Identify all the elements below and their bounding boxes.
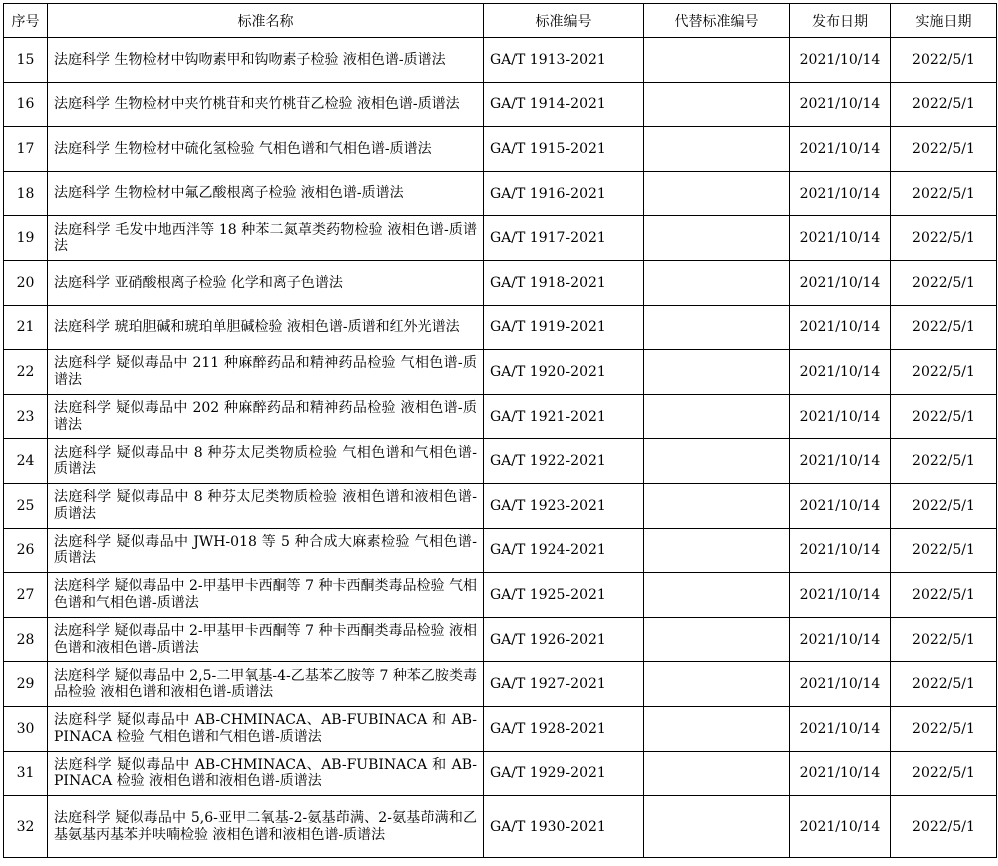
- table-row: [4, 38, 997, 83]
- row-replaced-code: [644, 483, 790, 528]
- row-publish-date: 2021/10/14: [790, 127, 891, 172]
- row-serial: 19: [4, 216, 48, 261]
- row-replaced-code: [644, 573, 790, 618]
- row-effective-date: 2022/5/1: [891, 706, 997, 751]
- row-effective-date: 2022/5/1: [891, 662, 997, 707]
- table-row: [4, 573, 997, 618]
- row-effective-date: 2022/5/1: [891, 394, 997, 439]
- row-publish-date: 2021/10/14: [790, 38, 891, 83]
- row-publish-date: 2021/10/14: [790, 82, 891, 127]
- row-standard-name: 法庭科学 亚硝酸根离子检验 化学和离子色谱法: [48, 260, 484, 305]
- row-replaced-code: [644, 216, 790, 261]
- table-row: [4, 528, 997, 573]
- row-standard-code: GA/T 1916-2021: [484, 171, 644, 216]
- row-replaced-code: [644, 796, 790, 858]
- row-serial: 15: [4, 38, 48, 83]
- row-standard-code: GA/T 1920-2021: [484, 350, 644, 395]
- row-standard-name: 法庭科学 疑似毒品中 JWH-018 等 5 种合成大麻素检验 气相色谱-质谱法: [48, 528, 484, 573]
- row-replaced-code: [644, 662, 790, 707]
- table-row: [4, 216, 997, 261]
- row-standard-name: 法庭科学 疑似毒品中 211 种麻醉药品和精神药品检验 气相色谱-质谱法: [48, 350, 484, 395]
- row-effective-date: 2022/5/1: [891, 350, 997, 395]
- row-replaced-code: [644, 528, 790, 573]
- row-effective-date: 2022/5/1: [891, 38, 997, 83]
- row-replaced-code: [644, 350, 790, 395]
- row-publish-date: 2021/10/14: [790, 796, 891, 858]
- table-row: [4, 394, 997, 439]
- row-publish-date: 2021/10/14: [790, 662, 891, 707]
- table-row: [4, 127, 997, 172]
- row-publish-date: 2021/10/14: [790, 260, 891, 305]
- row-standard-name: 法庭科学 疑似毒品中 8 种芬太尼类物质检验 气相色谱和气相色谱-质谱法: [48, 439, 484, 484]
- row-serial: 21: [4, 305, 48, 350]
- row-effective-date: 2022/5/1: [891, 751, 997, 796]
- table-row: [4, 171, 997, 216]
- row-standard-code: GA/T 1914-2021: [484, 82, 644, 127]
- row-publish-date: 2021/10/14: [790, 394, 891, 439]
- row-standard-name: 法庭科学 疑似毒品中 2-甲基甲卡西酮等 7 种卡西酮类毒品检验 液相色谱和液相色谱-质谱法: [48, 617, 484, 662]
- header-standard-code: 标准编号: [484, 4, 644, 38]
- row-standard-name: 法庭科学 疑似毒品中 AB-CHMINACA、AB-FUBINACA 和 AB-PINACA 检验 液相色谱和液相色谱-质谱法: [48, 751, 484, 796]
- row-standard-name: 法庭科学 疑似毒品中 5,6-亚甲二氧基-2-氨基茚满、2-氨基茚满和乙基氨基丙基苯并呋喃检验 液相色谱和液相色谱-质谱法: [48, 796, 484, 858]
- row-publish-date: 2021/10/14: [790, 483, 891, 528]
- row-replaced-code: [644, 127, 790, 172]
- row-serial: 27: [4, 573, 48, 618]
- row-effective-date: 2022/5/1: [891, 260, 997, 305]
- row-standard-name: 法庭科学 生物检材中硫化氢检验 气相色谱和气相色谱-质谱法: [48, 127, 484, 172]
- table-row: [4, 662, 997, 707]
- row-standard-name: 法庭科学 生物检材中钩吻素甲和钩吻素子检验 液相色谱-质谱法: [48, 38, 484, 83]
- header-serial: 序号: [4, 4, 48, 38]
- row-serial: 20: [4, 260, 48, 305]
- row-standard-name: 法庭科学 疑似毒品中 AB-CHMINACA、AB-FUBINACA 和 AB-PINACA 检验 气相色谱和气相色谱-质谱法: [48, 706, 484, 751]
- row-standard-name: 法庭科学 生物检材中氟乙酸根离子检验 液相色谱-质谱法: [48, 171, 484, 216]
- row-effective-date: 2022/5/1: [891, 305, 997, 350]
- row-standard-code: GA/T 1925-2021: [484, 573, 644, 618]
- row-effective-date: 2022/5/1: [891, 573, 997, 618]
- header-effective-date: 实施日期: [891, 4, 997, 38]
- row-replaced-code: [644, 305, 790, 350]
- row-effective-date: 2022/5/1: [891, 617, 997, 662]
- row-publish-date: 2021/10/14: [790, 706, 891, 751]
- table-row: [4, 305, 997, 350]
- row-publish-date: 2021/10/14: [790, 751, 891, 796]
- row-standard-code: GA/T 1919-2021: [484, 305, 644, 350]
- row-standard-code: GA/T 1917-2021: [484, 216, 644, 261]
- row-standard-name: 法庭科学 琥珀胆碱和琥珀单胆碱检验 液相色谱-质谱和红外光谱法: [48, 305, 484, 350]
- row-standard-code: GA/T 1928-2021: [484, 706, 644, 751]
- row-effective-date: 2022/5/1: [891, 171, 997, 216]
- row-effective-date: 2022/5/1: [891, 483, 997, 528]
- header-replaced-code: 代替标准编号: [644, 4, 790, 38]
- row-standard-code: GA/T 1923-2021: [484, 483, 644, 528]
- row-effective-date: 2022/5/1: [891, 216, 997, 261]
- row-effective-date: 2022/5/1: [891, 439, 997, 484]
- row-replaced-code: [644, 82, 790, 127]
- row-replaced-code: [644, 706, 790, 751]
- row-replaced-code: [644, 38, 790, 83]
- row-standard-name: 法庭科学 毛发中地西泮等 18 种苯二氮䓬类药物检验 液相色谱-质谱法: [48, 216, 484, 261]
- row-serial: 28: [4, 617, 48, 662]
- row-standard-code: GA/T 1929-2021: [484, 751, 644, 796]
- row-effective-date: 2022/5/1: [891, 796, 997, 858]
- row-standard-code: GA/T 1926-2021: [484, 617, 644, 662]
- row-standard-name: 法庭科学 疑似毒品中 202 种麻醉药品和精神药品检验 液相色谱-质谱法: [48, 394, 484, 439]
- header-row: [4, 4, 997, 38]
- standards-table: [3, 3, 997, 858]
- table-row: [4, 260, 997, 305]
- table-row: [4, 483, 997, 528]
- header-publish-date: 发布日期: [790, 4, 891, 38]
- table-body: [4, 38, 997, 858]
- row-serial: 23: [4, 394, 48, 439]
- row-serial: 24: [4, 439, 48, 484]
- row-publish-date: 2021/10/14: [790, 216, 891, 261]
- row-effective-date: 2022/5/1: [891, 127, 997, 172]
- row-replaced-code: [644, 751, 790, 796]
- row-serial: 30: [4, 706, 48, 751]
- row-effective-date: 2022/5/1: [891, 528, 997, 573]
- row-publish-date: 2021/10/14: [790, 350, 891, 395]
- row-publish-date: 2021/10/14: [790, 439, 891, 484]
- row-standard-name: 法庭科学 疑似毒品中 2-甲基甲卡西酮等 7 种卡西酮类毒品检验 气相色谱和气相色谱-质谱法: [48, 573, 484, 618]
- row-effective-date: 2022/5/1: [891, 82, 997, 127]
- table-row: [4, 439, 997, 484]
- row-standard-code: GA/T 1922-2021: [484, 439, 644, 484]
- row-publish-date: 2021/10/14: [790, 617, 891, 662]
- row-serial: 31: [4, 751, 48, 796]
- row-publish-date: 2021/10/14: [790, 305, 891, 350]
- row-serial: 29: [4, 662, 48, 707]
- row-standard-name: 法庭科学 生物检材中夹竹桃苷和夹竹桃苷乙检验 液相色谱-质谱法: [48, 82, 484, 127]
- table-row: [4, 796, 997, 858]
- table-header: [4, 4, 997, 38]
- table-row: [4, 350, 997, 395]
- row-serial: 26: [4, 528, 48, 573]
- row-serial: 17: [4, 127, 48, 172]
- row-replaced-code: [644, 260, 790, 305]
- row-replaced-code: [644, 394, 790, 439]
- row-serial: 25: [4, 483, 48, 528]
- row-standard-name: 法庭科学 疑似毒品中 2,5-二甲氧基-4-乙基苯乙胺等 7 种苯乙胺类毒品检验 液相色谱和液相色谱-质谱法: [48, 662, 484, 707]
- row-standard-code: GA/T 1918-2021: [484, 260, 644, 305]
- row-serial: 22: [4, 350, 48, 395]
- row-serial: 18: [4, 171, 48, 216]
- table-row: [4, 82, 997, 127]
- row-replaced-code: [644, 171, 790, 216]
- row-standard-code: GA/T 1924-2021: [484, 528, 644, 573]
- row-replaced-code: [644, 439, 790, 484]
- row-serial: 32: [4, 796, 48, 858]
- row-replaced-code: [644, 617, 790, 662]
- row-standard-name: 法庭科学 疑似毒品中 8 种芬太尼类物质检验 液相色谱和液相色谱-质谱法: [48, 483, 484, 528]
- table-row: [4, 751, 997, 796]
- row-publish-date: 2021/10/14: [790, 573, 891, 618]
- row-standard-code: GA/T 1915-2021: [484, 127, 644, 172]
- row-publish-date: 2021/10/14: [790, 171, 891, 216]
- table-row: [4, 617, 997, 662]
- row-standard-code: GA/T 1930-2021: [484, 796, 644, 858]
- header-standard-name: 标准名称: [48, 4, 484, 38]
- table-row: [4, 706, 997, 751]
- row-serial: 16: [4, 82, 48, 127]
- row-publish-date: 2021/10/14: [790, 528, 891, 573]
- row-standard-code: GA/T 1927-2021: [484, 662, 644, 707]
- row-standard-code: GA/T 1921-2021: [484, 394, 644, 439]
- row-standard-code: GA/T 1913-2021: [484, 38, 644, 83]
